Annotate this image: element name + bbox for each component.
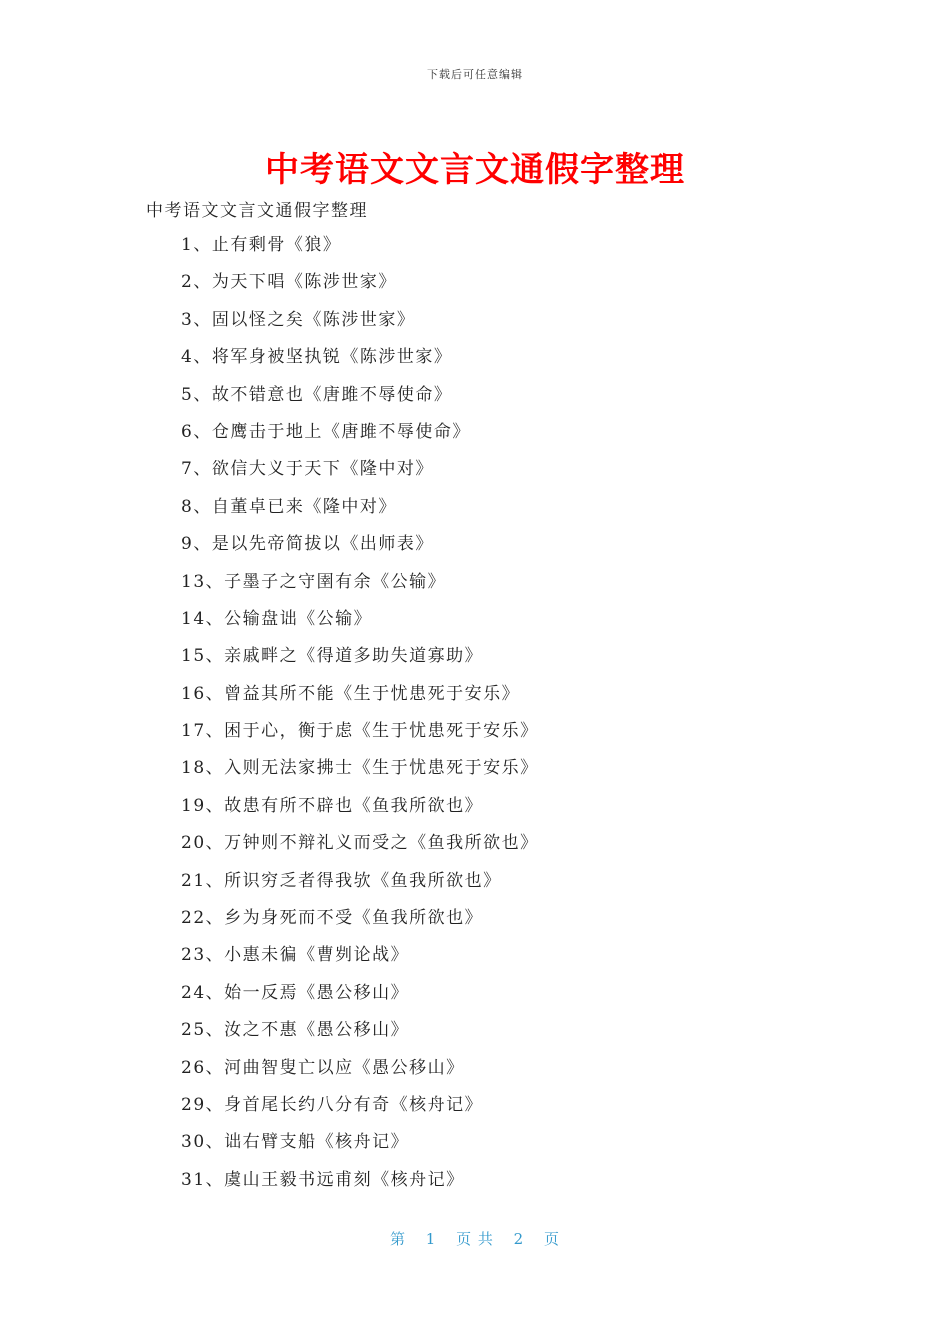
list-item: 2、为天下唱《陈涉世家》 — [181, 272, 397, 293]
list-item: 4、将军身被坚执锐《陈涉世家》 — [181, 347, 453, 368]
list-item: 5、故不错意也《唐雎不辱使命》 — [181, 384, 453, 405]
list-item: 19、故患有所不辟也《鱼我所欲也》 — [181, 795, 484, 816]
footer-total-pages: 2 — [513, 1230, 525, 1248]
document-title: 中考语文文言文通假字整理 — [265, 150, 685, 190]
item-list — [181, 232, 539, 1204]
list-item: 7、欲信大义于天下《隆中对》 — [181, 459, 434, 480]
list-item: 13、子墨子之守圉有余《公输》 — [181, 571, 447, 592]
list-item: 24、始一反焉《愚公移山》 — [181, 982, 410, 1003]
list-item: 1、止有剩骨《狼》 — [181, 235, 342, 255]
list-item: 18、入则无法家拂士《生于忧患死于安乐》 — [181, 758, 539, 779]
document-subtitle: 中考语文文言文通假字整理 — [146, 201, 368, 221]
list-item: 26、河曲智叟亡以应《愚公移山》 — [181, 1057, 465, 1078]
list-item: 17、困于心，衡于虑《生于忧患死于安乐》 — [181, 721, 539, 742]
list-item: 23、小惠未徧《曹刿论战》 — [181, 945, 410, 966]
footer-current-page: 1 — [425, 1230, 437, 1248]
footer-suffix: 页 — [544, 1230, 561, 1248]
list-item: 22、乡为身死而不受《鱼我所欲也》 — [181, 908, 484, 929]
list-item: 25、汝之不惠《愚公移山》 — [181, 1020, 410, 1041]
list-item: 31、虞山王毅书远甫刻《核舟记》 — [181, 1169, 465, 1190]
list-item: 20、万钟则不辩礼义而受之《鱼我所欲也》 — [181, 833, 539, 854]
list-item: 30、诎右臂支船《核舟记》 — [181, 1132, 410, 1153]
list-item: 21、所识穷乏者得我欤《鱼我所欲也》 — [181, 870, 502, 891]
page-footer — [0, 1228, 950, 1249]
list-item: 6、仓鹰击于地上《唐雎不辱使命》 — [181, 421, 471, 442]
list-item: 16、曾益其所不能《生于忧患死于安乐》 — [181, 683, 521, 704]
list-item: 9、是以先帝简拔以《出师表》 — [181, 534, 434, 555]
page-header-note: 下载后可任意编辑 — [427, 68, 523, 81]
list-item: 15、亲戚畔之《得道多助失道寡助》 — [181, 646, 484, 667]
footer-middle: 页 共 — [456, 1230, 494, 1248]
list-item: 29、身首尾长约八分有奇《核舟记》 — [181, 1094, 484, 1115]
list-item: 3、固以怪之矣《陈涉世家》 — [181, 309, 416, 330]
list-item: 8、自董卓已来《隆中对》 — [181, 496, 397, 517]
list-item: 14、公输盘诎《公输》 — [181, 608, 373, 629]
footer-prefix: 第 — [389, 1230, 406, 1248]
